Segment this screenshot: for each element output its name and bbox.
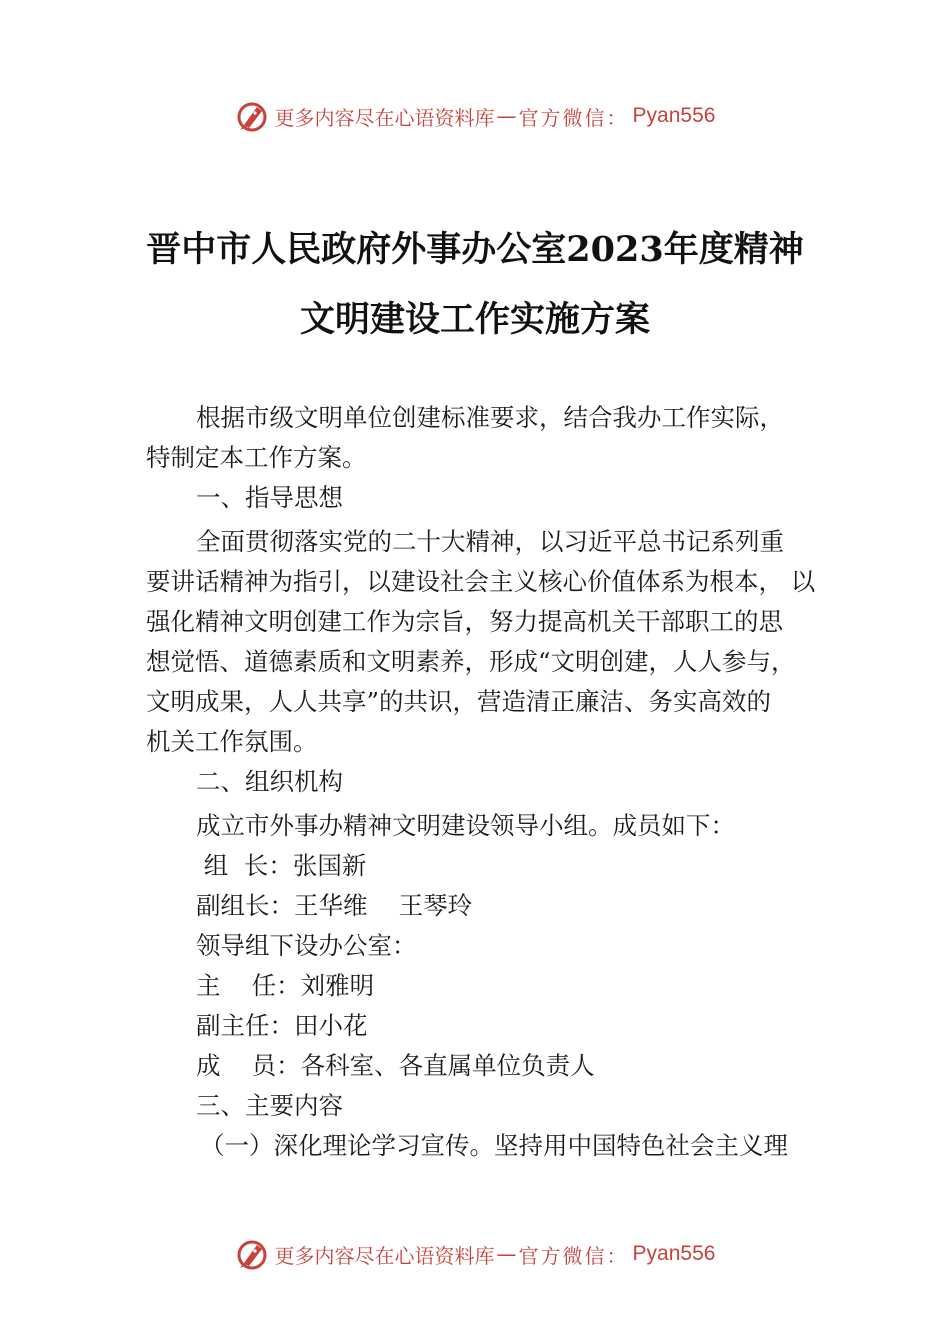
watermark-main-text: 更多内容尽在心语资料库 bbox=[274, 1243, 495, 1268]
pen-nib-circle-icon bbox=[235, 1237, 269, 1271]
body-line: 要讲话精神为指引，以建设社会主义核心价值体系为根本， 以 bbox=[146, 567, 816, 596]
pen-nib-circle-icon bbox=[235, 99, 269, 133]
body-line: 文明成果，人人共享”的共识，营造清正廉洁、务实高效的 bbox=[146, 687, 772, 716]
header-watermark bbox=[0, 96, 950, 136]
watermark-sub-text: 官方微信： bbox=[518, 105, 629, 130]
body-line: 强化精神文明创建工作为宗旨，努力提高机关干部职工的思 bbox=[146, 607, 783, 636]
watermark-main-text: 更多内容尽在心语资料库 bbox=[274, 105, 495, 130]
body-line: 特制定本工作方案。 bbox=[146, 443, 367, 472]
body-line: 根据市级文明单位创建标准要求，结合我办工作实际， bbox=[196, 403, 784, 432]
document-title-line-1: 晋中市人民政府外事办公室2023年度精神 bbox=[146, 229, 804, 270]
watermark-wechat-id: Pyan556 bbox=[632, 104, 716, 127]
member-line: 成 员：各科室、各直属单位负责人 bbox=[196, 1051, 595, 1080]
watermark-dash: — bbox=[496, 104, 517, 128]
member-line: 主 任：刘雅明 bbox=[196, 971, 375, 1000]
member-line: 组 长：张国新 bbox=[196, 851, 367, 880]
footer-watermark bbox=[0, 1234, 950, 1274]
body-line: （一）深化理论学习宣传。坚持用中国特色社会主义理 bbox=[200, 1131, 788, 1160]
body-line: 全面贯彻落实党的二十大精神，以习近平总书记系列重 bbox=[196, 527, 784, 556]
watermark-sub-text: 官方微信： bbox=[518, 1243, 629, 1268]
member-line: 副组长：王华维 王琴玲 bbox=[196, 891, 473, 920]
document-title-line-2: 文明建设工作实施方案 bbox=[299, 299, 650, 340]
section-heading: 三、主要内容 bbox=[196, 1091, 343, 1120]
member-line: 副主任：田小花 bbox=[196, 1011, 368, 1040]
watermark-dash: — bbox=[496, 1242, 517, 1266]
body-line: 领导组下设办公室： bbox=[196, 931, 417, 960]
section-heading: 一、指导思想 bbox=[196, 483, 343, 512]
watermark-wechat-id: Pyan556 bbox=[632, 1242, 716, 1265]
section-heading: 二、组织机构 bbox=[196, 767, 343, 796]
body-line: 成立市外事办精神文明建设领导小组。成员如下： bbox=[196, 811, 735, 840]
body-line: 想觉悟、道德素质和文明素养，形成“文明创建，人人参与， bbox=[146, 647, 796, 676]
body-line: 机关工作氛围。 bbox=[146, 727, 318, 756]
document-body bbox=[146, 398, 826, 1166]
